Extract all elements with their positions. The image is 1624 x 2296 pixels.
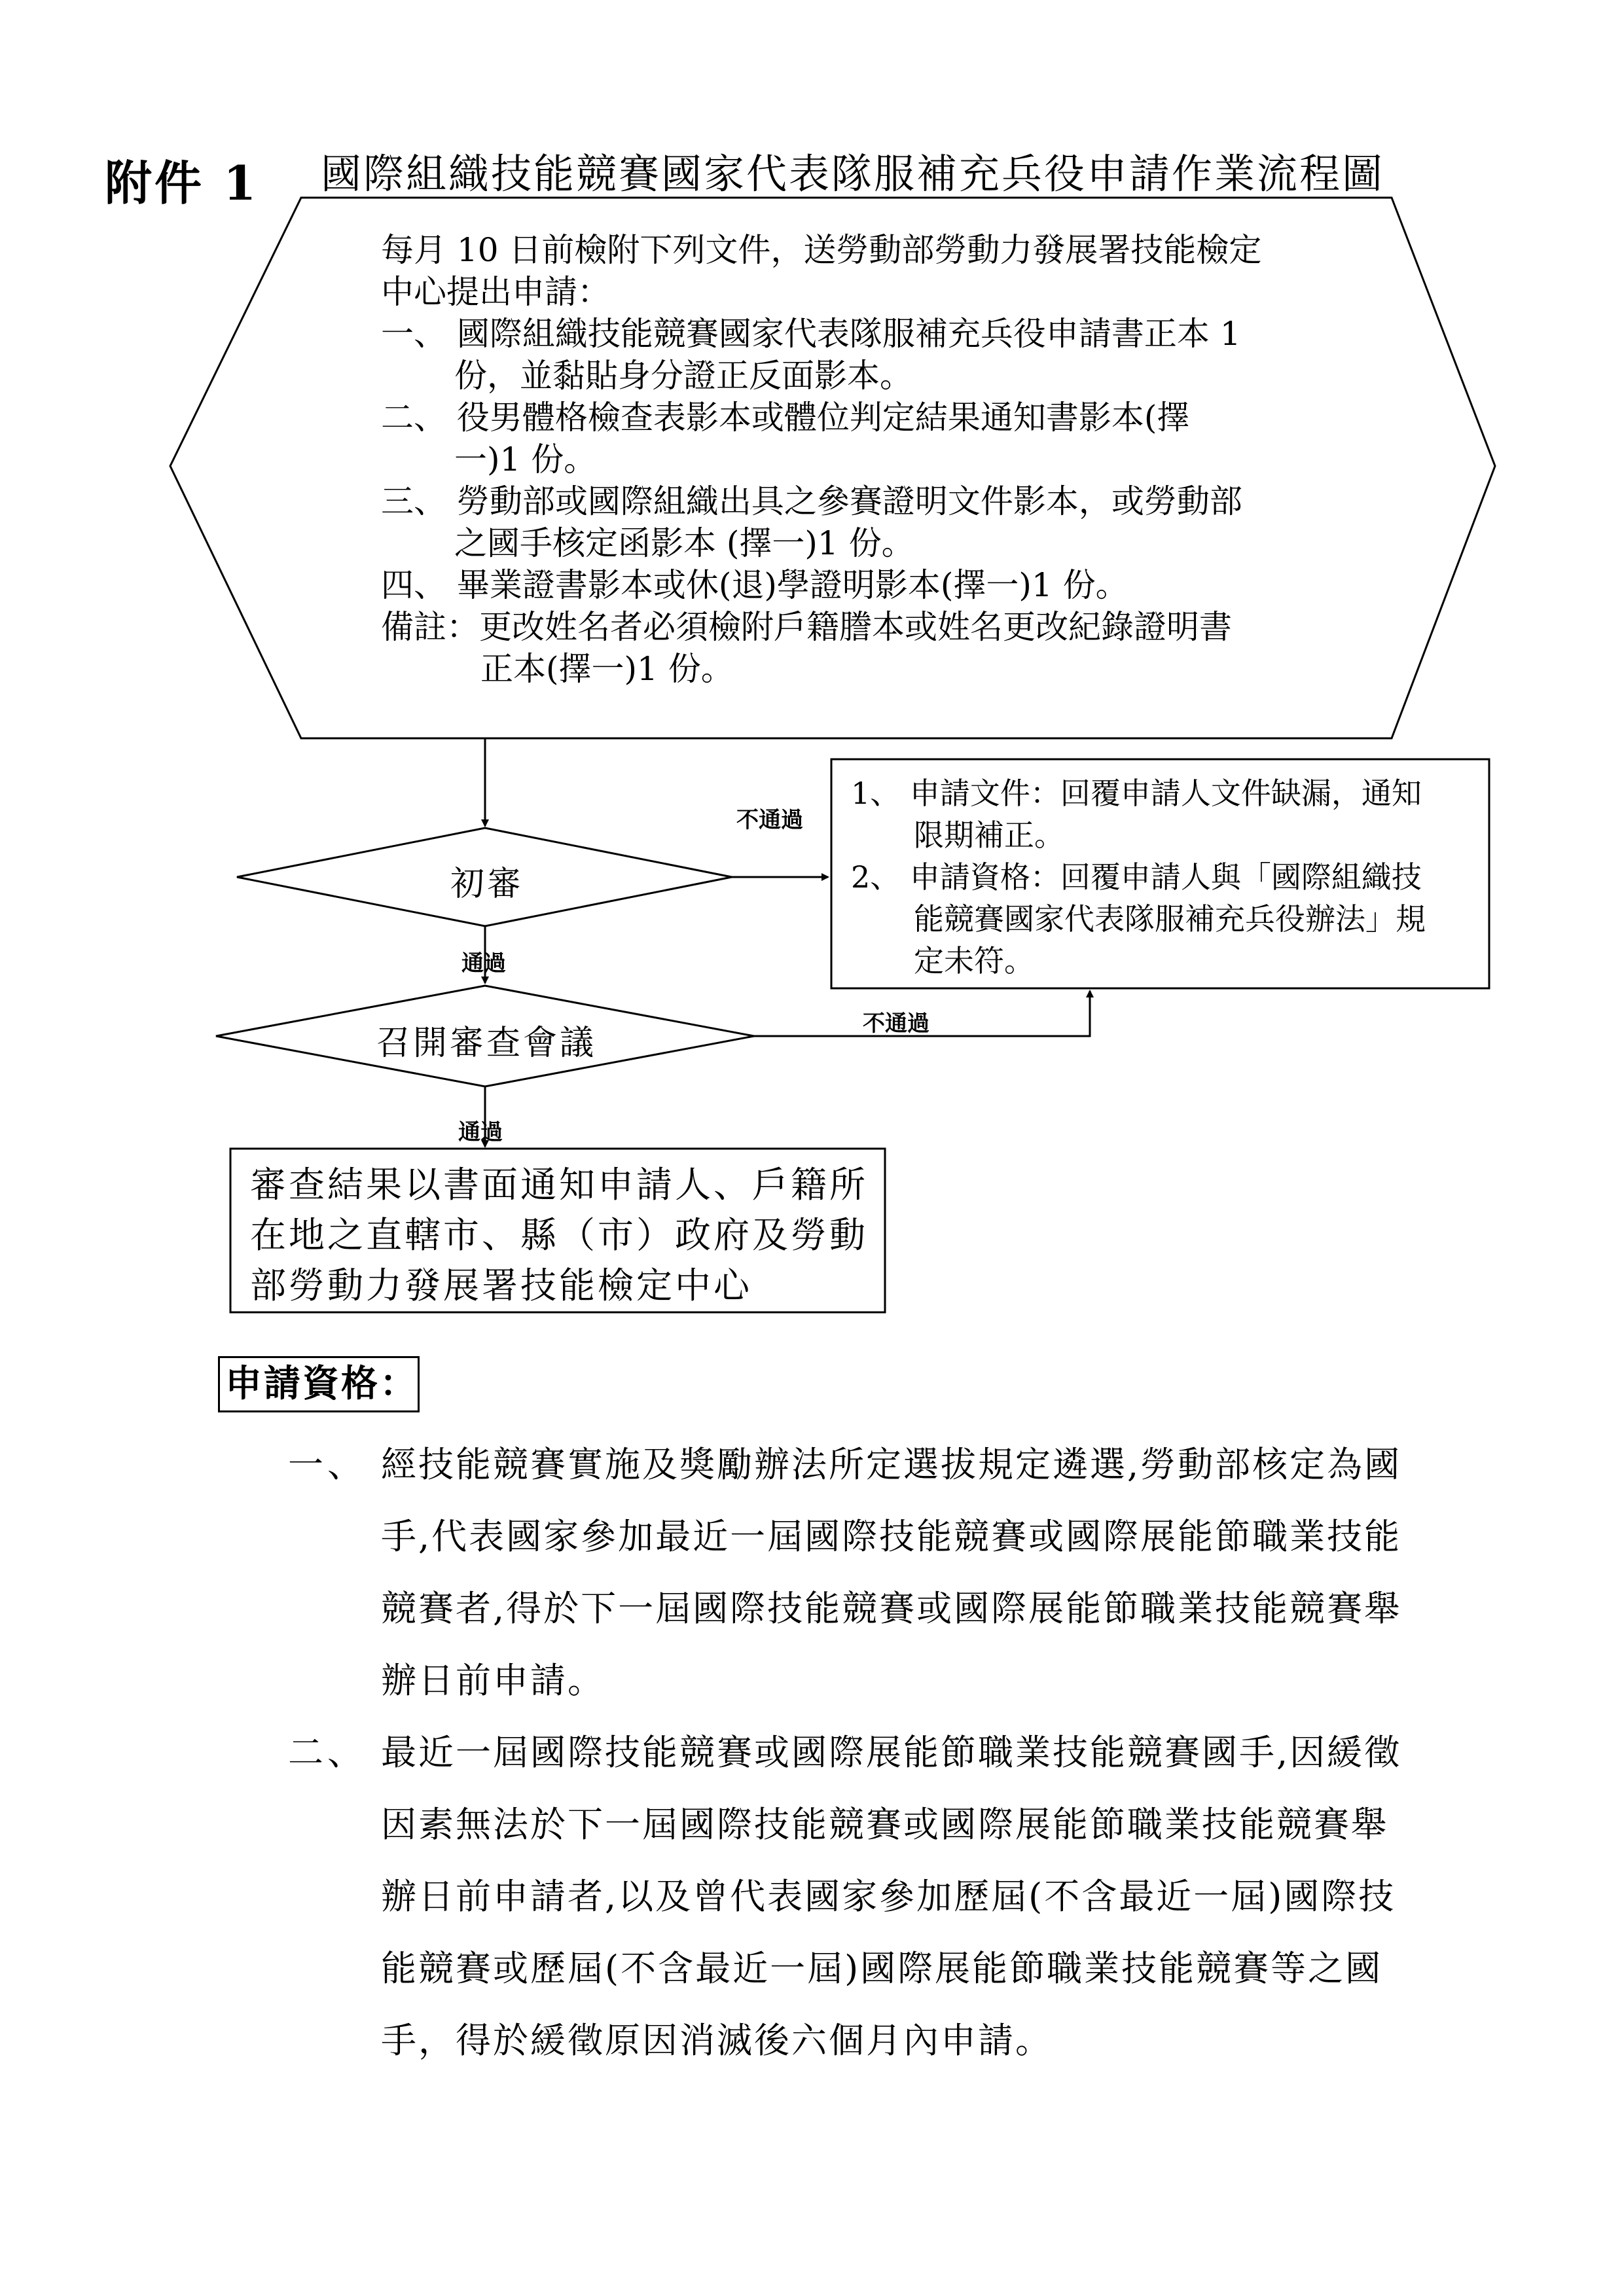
fail-label-review: 不通過 xyxy=(736,807,803,833)
qualification-number: 一、 xyxy=(288,1444,367,1485)
page-title: 國際組織技能競賽國家代表隊服補充兵役申請作業流程圖 xyxy=(321,150,1385,198)
hexagon-line: 正本(擇一)1 份。 xyxy=(480,650,734,688)
qualification-line: 辦日前申請者,以及曾代表國家參加歷屆(不含最近一屆)國際技 xyxy=(381,1876,1396,1917)
qualification-line: 最近一屆國際技能競賽或國際展能節職業技能競賽國手,因緩徵 xyxy=(381,1732,1402,1773)
hexagon-line: 每月 10 日前檢附下列文件，送勞動部勞動力發展署技能檢定 xyxy=(381,231,1262,269)
qualification-line: 辦日前申請。 xyxy=(381,1660,605,1701)
pass-label-meeting: 通過 xyxy=(458,1119,503,1145)
result-line: 部勞動力發展署技能檢定中心 xyxy=(250,1265,753,1306)
qualification-line: 能競賽或歷屆(不含最近一屆)國際展能節職業技能競賽等之國 xyxy=(381,1948,1383,1989)
qualifications-list xyxy=(288,1437,1466,2061)
qualification-line: 競賽者,得於下一屆國際技能競賽或國際展能節職業技能競賽舉 xyxy=(381,1588,1402,1629)
qualification-line: 手，得於緩徵原因消滅後六個月內申請。 xyxy=(381,2020,1053,2061)
attachment-label: 附件 1 xyxy=(105,155,259,211)
hexagon-line: 四、 畢業證書影本或休(退)學證明影本(擇一)1 份。 xyxy=(381,566,1128,604)
reject-line: 定未符。 xyxy=(914,943,1034,978)
result-line: 審查結果以書面通知申請人、戶籍所 xyxy=(250,1164,869,1206)
hexagon-line: 之國手核定函影本 (擇一)1 份。 xyxy=(454,524,914,562)
hexagon-line: 一)1 份。 xyxy=(454,440,597,478)
hexagon-line: 三、 勞動部或國際組織出具之參賽證明文件影本，或勞動部 xyxy=(381,482,1242,520)
initial-review-label: 初審 xyxy=(450,865,524,904)
hexagon-line: 份，並黏貼身分證正反面影本。 xyxy=(454,357,912,395)
hexagon-line: 一、 國際組織技能競賽國家代表隊服補充兵役申請書正本 1 xyxy=(381,315,1241,353)
qualification-line: 手,代表國家參加最近一屆國際技能競賽或國際展能節職業技能 xyxy=(381,1516,1402,1557)
qualification-line: 因素無法於下一屆國際技能競賽或國際展能節職業技能競賽舉 xyxy=(381,1804,1388,1845)
reject-line: 1、 申請文件：回覆申請人文件缺漏，通知 xyxy=(851,776,1422,811)
fail-label-meeting: 不通過 xyxy=(863,1011,929,1037)
qualification-number: 二、 xyxy=(288,1732,367,1773)
hexagon-line: 二、 役男體格檢查表影本或體位判定結果通知書影本(擇 xyxy=(381,399,1190,437)
hexagon-line: 中心提出申請： xyxy=(381,273,610,311)
result-line: 在地之直轄市、縣（市）政府及勞動 xyxy=(250,1214,869,1256)
qualification-line: 經技能競賽實施及獎勵辦法所定選拔規定遴選,勞動部核定為國 xyxy=(381,1444,1402,1485)
hexagon-line: 備註：更改姓名者必須檢附戶籍謄本或姓名更改紀錄證明書 xyxy=(381,608,1232,646)
pass-label-review: 通過 xyxy=(461,950,506,977)
reject-box-text xyxy=(851,772,1479,982)
reject-line: 限期補正。 xyxy=(914,817,1064,853)
review-meeting-label: 召開審查會議 xyxy=(376,1024,597,1063)
result-box-text xyxy=(250,1160,878,1310)
start-hexagon-text xyxy=(381,229,1363,700)
reject-line: 2、 申請資格：回覆申請人與「國際組織技 xyxy=(851,859,1422,895)
qualifications-heading: 申請資格： xyxy=(218,1356,420,1412)
reject-line: 能競賽國家代表隊服補充兵役辦法」規 xyxy=(914,901,1426,937)
